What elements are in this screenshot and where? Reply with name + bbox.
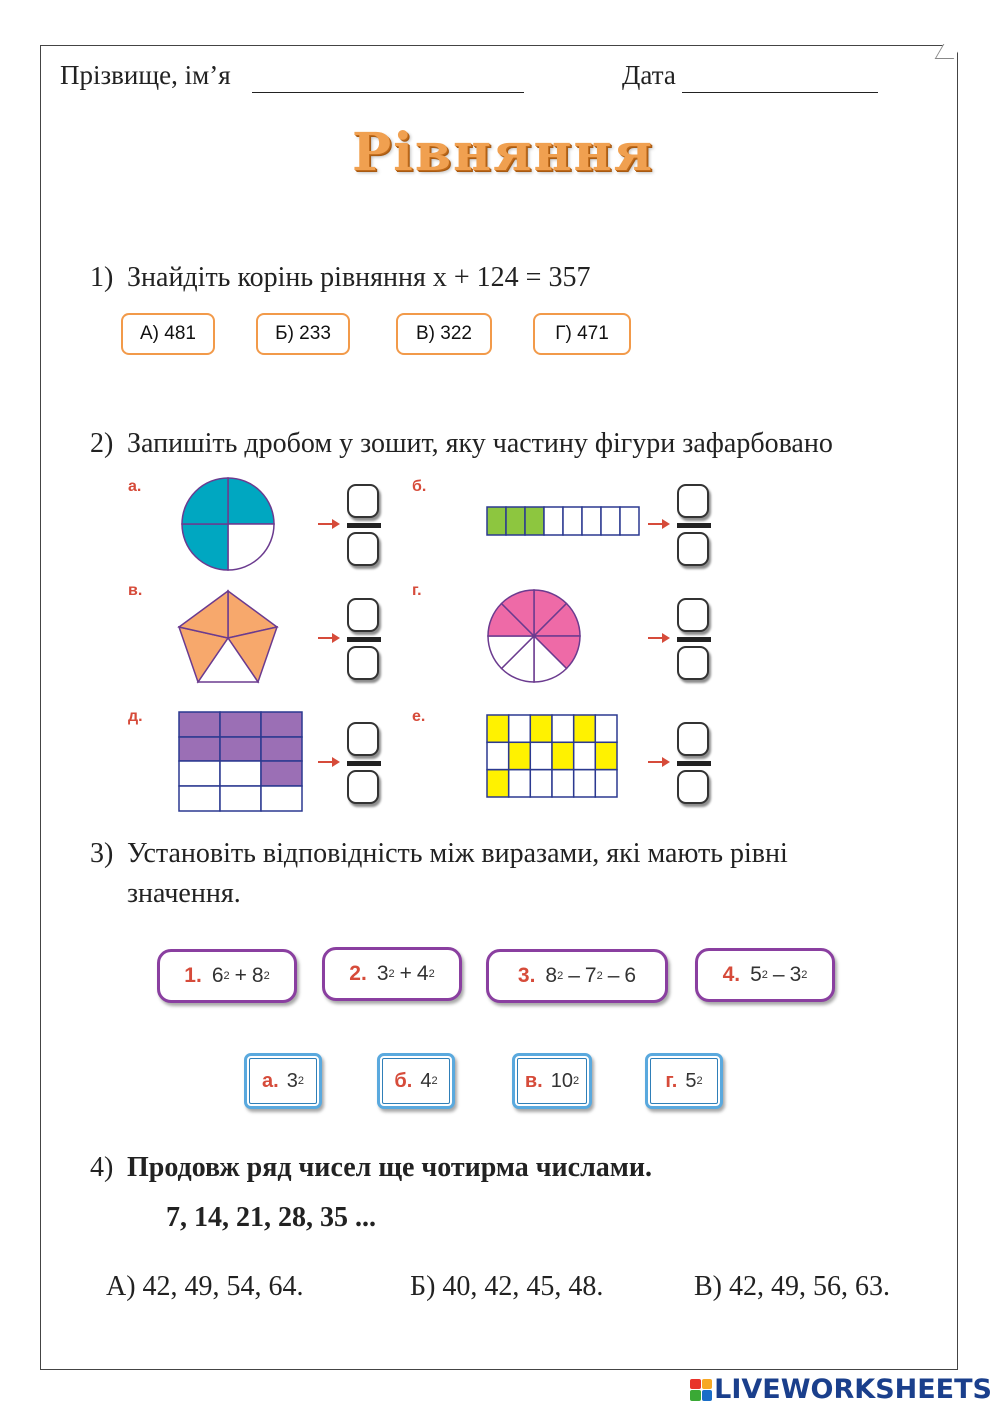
expr-term: 6 — [624, 964, 637, 987]
answer-letter: г. — [665, 1069, 678, 1092]
answer-base: 10 — [550, 1069, 573, 1092]
figure-d-label: г. — [412, 582, 422, 599]
expr-term: 4 — [416, 962, 429, 985]
figure-e-numerator-box[interactable] — [347, 722, 379, 756]
answer-a[interactable] — [244, 1053, 322, 1109]
exponent: 2 — [761, 969, 768, 981]
figure-c-numerator-box[interactable] — [347, 598, 379, 632]
figure-f-fraction — [675, 720, 713, 808]
task4-option-b[interactable]: Б) 40, 42, 45, 48. — [410, 1271, 604, 1302]
arrow-icon — [318, 633, 340, 643]
expr-term: 3 — [376, 962, 389, 985]
exponent: 2 — [801, 969, 808, 981]
figure-b-strip — [486, 506, 640, 536]
task1-option-a[interactable]: А) 481 — [121, 313, 215, 355]
exponent: 2 — [572, 1075, 580, 1087]
operator: + — [234, 964, 247, 987]
figure-f-grid — [486, 714, 618, 798]
task3-prompt — [90, 834, 788, 914]
date-input-line[interactable] — [682, 92, 878, 93]
expression-number: 2. — [349, 962, 367, 985]
exponent: 2 — [297, 1075, 304, 1087]
fraction-bar — [347, 523, 381, 528]
operator: – — [568, 964, 580, 987]
expr-term: 8 — [251, 964, 264, 987]
figure-d-denominator-box[interactable] — [677, 646, 709, 680]
expression-number: 1. — [184, 964, 202, 987]
expression-1[interactable] — [157, 949, 297, 1003]
figure-b-label: б. — [412, 478, 427, 495]
arrow-icon — [318, 757, 340, 767]
task1-text: Знайдіть корінь рівняння x + 124 = 357 — [127, 262, 591, 293]
answer-letter: в. — [524, 1069, 543, 1092]
liveworksheets-icon — [690, 1379, 712, 1401]
fraction-bar — [677, 637, 711, 642]
task2-prompt — [90, 424, 833, 464]
figure-e-grid — [178, 711, 304, 812]
exponent: 2 — [388, 968, 395, 980]
expr-term: 3 — [789, 963, 802, 986]
figure-b-fraction — [675, 482, 713, 570]
figure-b-numerator-box[interactable] — [677, 484, 709, 518]
surname-input-line[interactable] — [252, 92, 524, 93]
task2-text: Запишіть дробом у зошит, яку частину фігури зафарбовано — [127, 428, 833, 459]
expression-number: 4. — [722, 963, 741, 986]
figure-f-denominator-box[interactable] — [677, 770, 709, 804]
arrow-icon — [318, 519, 340, 529]
figure-a-circle — [180, 476, 276, 572]
figure-c-fraction — [345, 596, 383, 684]
fraction-bar — [347, 637, 381, 642]
operator: – — [607, 964, 620, 987]
answer-c[interactable] — [512, 1053, 592, 1109]
figure-e-fraction — [345, 720, 383, 808]
answer-base: 4 — [420, 1069, 432, 1092]
figure-c-denominator-box[interactable] — [347, 646, 379, 680]
figure-d-circle — [486, 588, 582, 684]
arrow-icon — [648, 519, 670, 529]
exponent: 2 — [557, 970, 564, 982]
answer-d[interactable] — [645, 1053, 723, 1109]
figure-a-label: а. — [128, 478, 142, 495]
figure-f-numerator-box[interactable] — [677, 722, 709, 756]
answer-base: 3 — [286, 1069, 298, 1092]
task2-number: 2) — [90, 428, 114, 459]
expr-term: 6 — [211, 964, 224, 987]
fraction-bar — [677, 523, 711, 528]
figure-e-label: д. — [128, 708, 143, 725]
exponent: 2 — [263, 970, 270, 982]
expression-4[interactable] — [695, 948, 835, 1002]
answer-letter: б. — [394, 1069, 413, 1092]
figure-b-denominator-box[interactable] — [677, 532, 709, 566]
figure-a-denominator-box[interactable] — [347, 532, 379, 566]
arrow-icon — [648, 757, 670, 767]
task1-option-d[interactable]: Г) 471 — [533, 313, 631, 355]
exponent: 2 — [596, 970, 603, 982]
expr-term: 5 — [750, 963, 762, 986]
exponent: 2 — [431, 1075, 438, 1087]
task3-text-line2: значення. — [127, 878, 241, 909]
brand-text: LIVEWORKSHEETS — [714, 1374, 992, 1405]
operator: – — [772, 963, 785, 986]
figure-c-label: в. — [128, 582, 143, 599]
liveworksheets-logo — [690, 1374, 992, 1405]
date-label: Дата — [622, 60, 676, 90]
task3-text-line1: Установіть відповідність між виразами, які мають рівні — [127, 838, 788, 869]
figure-e-denominator-box[interactable] — [347, 770, 379, 804]
surname-label: Прізвище, ім’я — [60, 60, 231, 90]
figure-d-numerator-box[interactable] — [677, 598, 709, 632]
expr-term: 7 — [584, 964, 597, 987]
expression-number: 3. — [517, 964, 536, 987]
task4-number: 4) — [90, 1152, 114, 1183]
task1-option-c[interactable]: В) 322 — [396, 313, 492, 355]
task4-option-a[interactable]: А) 42, 49, 54, 64. — [106, 1271, 304, 1302]
arrow-icon — [648, 633, 670, 643]
exponent: 2 — [428, 968, 435, 980]
task4-option-c[interactable]: В) 42, 49, 56, 63. — [694, 1271, 890, 1302]
fraction-bar — [677, 761, 711, 766]
answer-letter: а. — [262, 1069, 279, 1092]
answer-base: 5 — [685, 1069, 697, 1092]
figure-c-pentagon — [176, 588, 280, 686]
expression-2[interactable] — [322, 947, 462, 1001]
figure-d-fraction — [675, 596, 713, 684]
figure-a-fraction — [345, 482, 383, 570]
exponent: 2 — [696, 1075, 703, 1087]
answer-b[interactable] — [377, 1053, 455, 1109]
expr-term: 8 — [545, 964, 558, 987]
page-title: Рівняння — [352, 122, 654, 183]
fraction-bar — [347, 761, 381, 766]
operator: + — [399, 962, 412, 985]
figure-a-numerator-box[interactable] — [347, 484, 379, 518]
task3-number: 3) — [90, 838, 114, 869]
task4-prompt — [90, 1148, 652, 1188]
task4-text: Продовж ряд чисел ще чотирма числами. — [127, 1152, 653, 1183]
task1-option-b[interactable]: Б) 233 — [256, 313, 350, 355]
expression-3[interactable] — [486, 949, 668, 1003]
task4-sequence: 7, 14, 21, 28, 35 ... — [166, 1202, 376, 1233]
task1-number: 1) — [90, 262, 114, 293]
task1-prompt — [90, 258, 590, 298]
exponent: 2 — [223, 970, 230, 982]
figure-f-label: е. — [412, 708, 426, 725]
date-field — [622, 60, 676, 91]
surname-field — [60, 60, 231, 91]
